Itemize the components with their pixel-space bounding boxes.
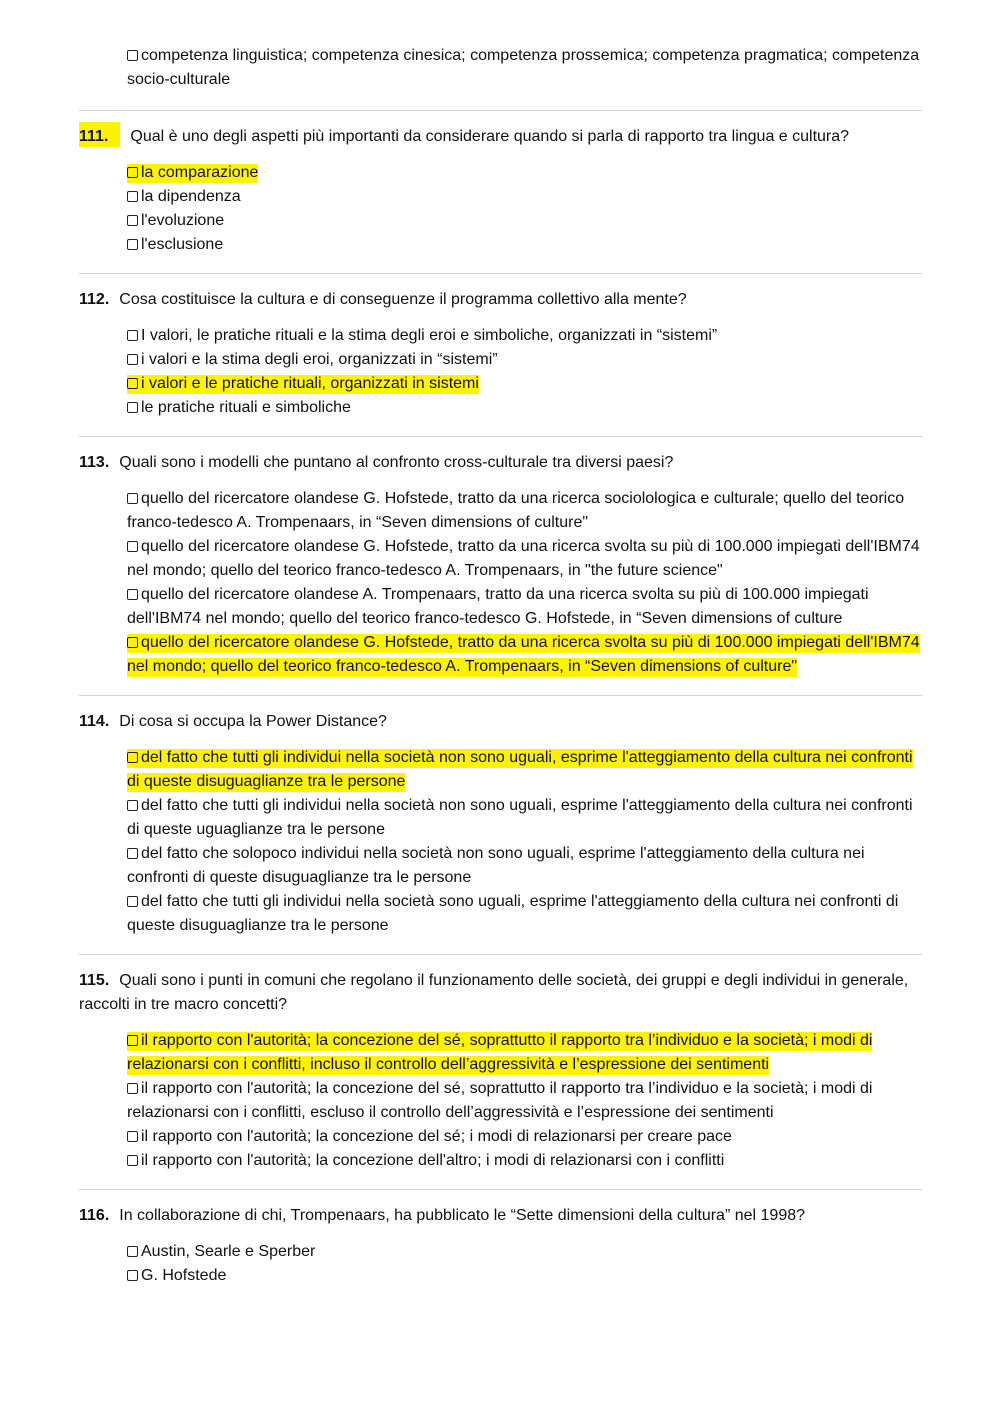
- checkbox-outline-icon[interactable]: [127, 402, 138, 413]
- answer-label: la comparazione: [141, 164, 259, 181]
- checkbox-outline-icon[interactable]: [127, 191, 138, 202]
- checkbox-outline-icon[interactable]: [127, 896, 138, 907]
- highlighted-answer: [127, 1032, 872, 1075]
- answer-option[interactable]: [127, 44, 922, 92]
- checkbox-outline-icon[interactable]: [127, 239, 138, 250]
- answer-option[interactable]: [127, 583, 922, 631]
- answer-text: [127, 1080, 872, 1121]
- checkbox-outline-icon[interactable]: [127, 1270, 138, 1281]
- answer-text: [127, 1152, 724, 1169]
- answer-option[interactable]: [127, 794, 922, 842]
- answer-option[interactable]: [127, 1077, 922, 1125]
- answer-option[interactable]: [127, 1240, 922, 1264]
- answer-text: [127, 212, 224, 229]
- answer-label: il rapporto con l'autorità; la concezione del sé, soprattutto il rapporto tra l’individuo e la società; i modi di relazionarsi con i conflitti, incluso il controllo dell’aggressività e l’espressione dei sentimenti: [127, 1032, 873, 1073]
- question-line: [79, 274, 922, 324]
- highlighted-answer: [127, 375, 479, 394]
- answer-option[interactable]: [127, 372, 922, 396]
- answer-options: [79, 1240, 922, 1304]
- checkbox-outline-icon[interactable]: [127, 800, 138, 811]
- answer-option[interactable]: [127, 1264, 922, 1288]
- question-line: [79, 437, 922, 487]
- answer-label: quello del ricercatore olandese G. Hofstede, tratto da una ricerca sociolologica e culturale; quello del teorico franco-tedesco A. Trompenaars, in “Seven dimensions of culture": [127, 490, 905, 531]
- checkbox-outline-icon[interactable]: [127, 848, 138, 859]
- question-block: [79, 437, 922, 695]
- checkbox-outline-icon[interactable]: [127, 1246, 138, 1257]
- answer-option[interactable]: [127, 233, 922, 257]
- question-number: 112.: [79, 291, 110, 308]
- answer-option[interactable]: [127, 487, 922, 535]
- question-line: [79, 696, 922, 746]
- checkbox-outline-icon[interactable]: [127, 1155, 138, 1166]
- question-text: In collaborazione di chi, Trompenaars, ha pubblicato le “Sette dimensioni della cultura” nel 1998?: [119, 1207, 806, 1224]
- answer-label: il rapporto con l'autorità; la concezione dell'altro; i modi di relazionarsi con i conflitti: [141, 1152, 725, 1169]
- highlighted-answer: [127, 164, 258, 183]
- checkbox-outline-icon[interactable]: [127, 215, 138, 226]
- answer-text: [127, 893, 898, 934]
- answer-options: [79, 161, 922, 273]
- answer-option[interactable]: [127, 746, 922, 794]
- answer-label: del fatto che tutti gli individui nella società sono uguali, esprime l'atteggiamento della cultura nei confronti di queste disuguaglianze tra le persone: [127, 893, 899, 934]
- answer-option[interactable]: [127, 209, 922, 233]
- answer-text: [127, 327, 717, 344]
- question-line: [79, 111, 922, 161]
- question-text: Qual è uno degli aspetti più importanti da considerare quando si parla di rapporto tra lingua e cultura?: [130, 128, 850, 145]
- answer-label: del fatto che tutti gli individui nella società non sono uguali, esprime l'atteggiamento della cultura nei confronti di queste disuguaglianze tra le persone: [127, 749, 913, 790]
- question-block: [79, 274, 922, 436]
- answer-option[interactable]: [127, 1029, 922, 1077]
- checkbox-outline-icon[interactable]: [127, 354, 138, 365]
- answer-options: [79, 487, 922, 695]
- answer-option[interactable]: [127, 890, 922, 938]
- answer-label: Austin, Searle e Sperber: [141, 1243, 316, 1260]
- answer-text: [127, 47, 919, 88]
- question-block: [79, 1190, 922, 1304]
- answer-text: [127, 236, 223, 253]
- checkbox-outline-icon[interactable]: [127, 50, 138, 61]
- answer-option[interactable]: [127, 1149, 922, 1173]
- question-number: 114.: [79, 713, 110, 730]
- answer-text: [127, 188, 241, 205]
- answer-label: quello del ricercatore olandese G. Hofstede, tratto da una ricerca svolta su più di 100.000 impiegati dell'IBM74 nel mondo; quello del teorico franco-tedesco A. Trompenaars, in “Seven dimensions of culture": [127, 634, 920, 675]
- quiz-content: [79, 44, 922, 1304]
- checkbox-outline-icon[interactable]: [127, 378, 138, 389]
- carryover-options: [79, 44, 922, 110]
- answer-label: l'esclusione: [141, 236, 224, 253]
- checkbox-outline-icon[interactable]: [127, 493, 138, 504]
- highlighted-answer: [127, 749, 913, 792]
- answer-label: l'evoluzione: [141, 212, 225, 229]
- answer-label: i valori e le pratiche rituali, organizzati in sistemi: [141, 375, 479, 392]
- question-block: [79, 111, 922, 273]
- question-text: Quali sono i modelli che puntano al confronto cross-culturale tra diversi paesi?: [119, 454, 674, 471]
- answer-text: [127, 797, 913, 838]
- answer-option[interactable]: [127, 535, 922, 583]
- checkbox-outline-icon[interactable]: [127, 752, 138, 763]
- answer-text: [127, 1267, 226, 1284]
- highlighted-answer: [127, 634, 920, 677]
- answer-label: G. Hofstede: [141, 1267, 227, 1284]
- answer-option[interactable]: [127, 348, 922, 372]
- answer-option[interactable]: [127, 396, 922, 420]
- checkbox-outline-icon[interactable]: [127, 637, 138, 648]
- question-number: 116.: [79, 1207, 110, 1224]
- checkbox-outline-icon[interactable]: [127, 1131, 138, 1142]
- checkbox-outline-icon[interactable]: [127, 541, 138, 552]
- answer-text: [127, 351, 498, 368]
- answer-label: I valori, le pratiche rituali e la stima degli eroi e simboliche, organizzati in “sistemi”: [141, 327, 718, 344]
- question-line: [79, 1190, 922, 1240]
- answer-label: la dipendenza: [141, 188, 241, 205]
- answer-text: [127, 1243, 315, 1260]
- answer-options: [79, 746, 922, 954]
- checkbox-outline-icon[interactable]: [127, 589, 138, 600]
- answer-label: quello del ricercatore olandese A. Trompenaars, tratto da una ricerca svolta su più di 100.000 impiegati dell'IBM74 nel mondo; quello del teorico franco-tedesco G. Hofstede, in “Seven dimensions of culture: [127, 586, 869, 627]
- answer-label: i valori e la stima degli eroi, organizzati in “sistemi”: [141, 351, 498, 368]
- answer-label: quello del ricercatore olandese G. Hofstede, tratto da una ricerca svolta su più di 100.000 impiegati dell'IBM74 nel mondo; quello del teorico franco-tedesco A. Trompenaars, in "the future science": [127, 538, 920, 579]
- question-text: Di cosa si occupa la Power Distance?: [119, 713, 387, 730]
- answer-label: competenza linguistica; competenza cinesica; competenza prossemica; competenza pragmatica; competenza socio-culturale: [127, 47, 920, 88]
- answer-text: [127, 538, 920, 579]
- answer-text: [127, 1128, 732, 1145]
- answer-text: [127, 586, 869, 627]
- question-number: 115.: [79, 972, 110, 989]
- answer-label: il rapporto con l'autorità; la concezione del sé; i modi di relazionarsi per creare pace: [141, 1128, 732, 1145]
- answer-option[interactable]: [127, 324, 922, 348]
- question-number: 111.: [79, 122, 120, 147]
- checkbox-outline-icon[interactable]: [127, 1035, 138, 1046]
- checkbox-outline-icon[interactable]: [127, 167, 138, 178]
- checkbox-outline-icon[interactable]: [127, 1083, 138, 1094]
- question-number: 113.: [79, 454, 110, 471]
- answer-options: [79, 1029, 922, 1189]
- answer-text: [127, 845, 865, 886]
- answer-label: del fatto che tutti gli individui nella società non sono uguali, esprime l'atteggiamento della cultura nei confronti di queste uguaglianze tra le persone: [127, 797, 913, 838]
- answer-text: [127, 490, 904, 531]
- checkbox-outline-icon[interactable]: [127, 330, 138, 341]
- answer-label: del fatto che solopoco individui nella società non sono uguali, esprime l'atteggiamento della cultura nei confronti di queste disuguaglianze tra le persone: [127, 845, 865, 886]
- answer-options: [79, 324, 922, 436]
- answer-text: [127, 399, 351, 416]
- question-line: [79, 955, 922, 1029]
- answer-label: le pratiche rituali e simboliche: [141, 399, 351, 416]
- answer-option[interactable]: [127, 842, 922, 890]
- answer-option[interactable]: [127, 185, 922, 209]
- answer-label: il rapporto con l'autorità; la concezione del sé, soprattutto il rapporto tra l’individuo e la società; i modi di relazionarsi con i conflitti, escluso il controllo dell’aggressività e l’espressione dei sentimenti: [127, 1080, 873, 1121]
- question-block: [79, 696, 922, 954]
- answer-option[interactable]: [127, 1125, 922, 1149]
- answer-option[interactable]: [127, 161, 922, 185]
- answer-option[interactable]: [127, 631, 922, 679]
- question-block: [79, 955, 922, 1189]
- question-text: Cosa costituisce la cultura e di conseguenze il programma collettivo alla mente?: [119, 291, 687, 308]
- question-text: Quali sono i punti in comuni che regolano il funzionamento delle società, dei gruppi e degli individui in generale, raccolti in tre macro concetti?: [79, 972, 909, 1013]
